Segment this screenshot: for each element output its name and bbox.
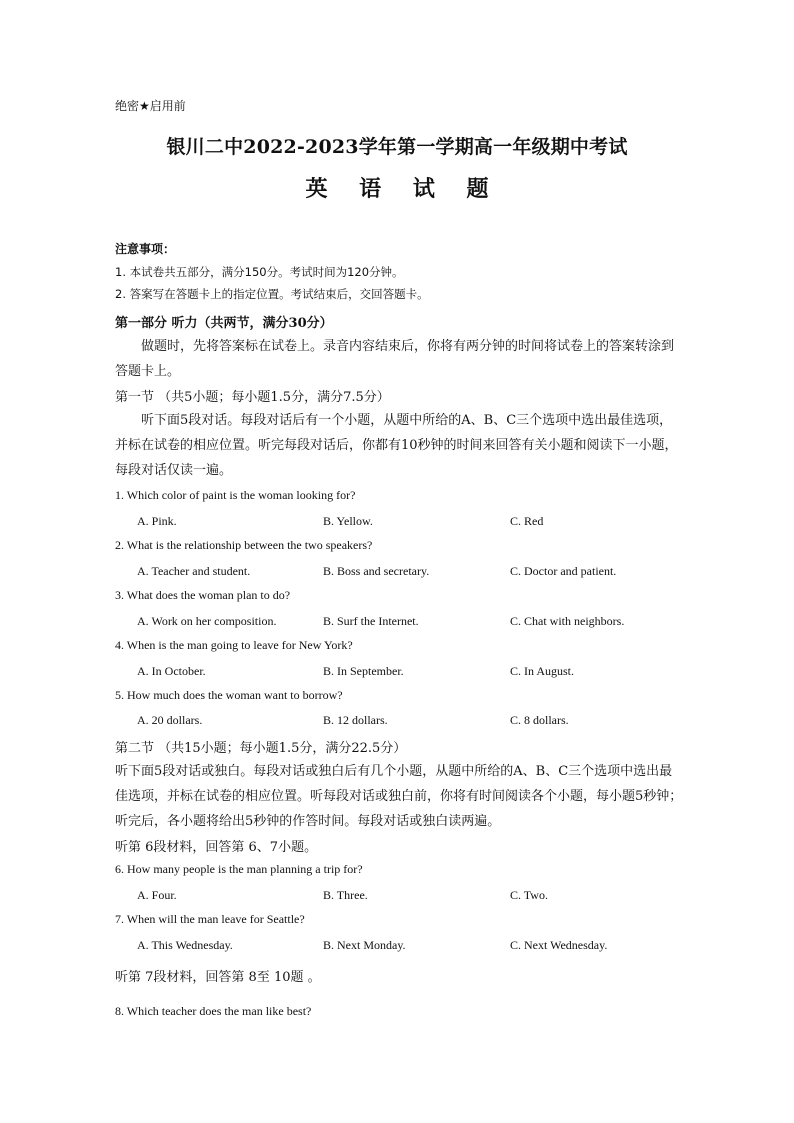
option-b: B. 12 dollars.: [323, 713, 388, 727]
notice-heading: 注意事项：: [115, 242, 176, 256]
option-b: B. Surf the Internet.: [323, 614, 419, 628]
option-b: B. In September.: [323, 664, 404, 678]
part1-intro: 做题时，先将答案标在试卷上。录音内容结束后，你将有两分钟的时间将试卷上的答案转涂到答题卡上。: [115, 339, 675, 379]
section2-heading: 第二节 （共15小题；每小题1.5分，满分22.5分）: [115, 741, 407, 756]
question-text: 5. How much does the woman want to borrow?: [115, 688, 343, 702]
option-a: A. Work on her composition.: [137, 614, 277, 628]
option-a: A. Pink.: [137, 514, 177, 528]
question-text: 1. Which color of paint is the woman looking for?: [115, 488, 356, 502]
question-text: 2. What is the relationship between the two speakers?: [115, 538, 373, 552]
section1-instructions: 听下面5段对话。每段对话后有一个小题，从题中所给的A、B、C三个选项中选出最佳选项，并标在试卷的相应位置。听完每段对话后，你都有10秒钟的时间来回答有关小题和阅读下一小题，每段对话仅读一遍。: [115, 413, 678, 478]
option-a: A. Four.: [137, 888, 177, 902]
question-text: 6. How many people is the man planning a trip for?: [115, 862, 363, 876]
option-a: A. This Wednesday.: [137, 938, 233, 952]
exam-title: 银川二中2022-2023学年第一学期高一年级期中考试: [166, 136, 628, 158]
option-c: C. Chat with neighbors.: [510, 614, 625, 628]
group-instruction: 听第 7段材料，回答第 8至 10题 。: [115, 970, 321, 985]
option-a: A. 20 dollars.: [137, 713, 203, 727]
question-text: 4. When is the man going to leave for New York?: [115, 638, 353, 652]
option-b: B. Boss and secretary.: [323, 564, 430, 578]
section1-heading: 第一节 （共5小题；每小题1.5分，满分7.5分）: [115, 390, 390, 405]
exam-subject: 英 语 试 题: [305, 176, 501, 202]
option-c: C. Doctor and patient.: [510, 564, 617, 578]
option-c: C. Two.: [510, 888, 548, 902]
option-c: C. 8 dollars.: [510, 713, 569, 727]
option-b: B. Yellow.: [323, 514, 373, 528]
question-text: 7. When will the man leave for Seattle?: [115, 912, 305, 926]
option-a: A. Teacher and student.: [137, 564, 251, 578]
group-instruction: 听第 6段材料，回答第 6、7小题。: [115, 840, 318, 855]
section2-instructions: 听下面5段对话或独白。每段对话或独白后有几个小题，从题中所给的A、B、C三个选项中选出最佳选项，并标在试卷的相应位置。听每段对话或独白前，你将有时间阅读各个小题，每小题5秒钟；听完后，各小题将给出5秒钟的作答时间。每段对话或独白读两遍。: [115, 764, 683, 829]
option-a: A. In October.: [137, 664, 206, 678]
option-b: B. Three.: [323, 888, 368, 902]
option-b: B. Next Monday.: [323, 938, 406, 952]
question-text: 3. What does the woman plan to do?: [115, 588, 291, 602]
confidential-label: 绝密★启用前: [115, 99, 186, 113]
part1-heading: 第一部分 听力（共两节，满分30分）: [115, 316, 333, 331]
option-c: C. Next Wednesday.: [510, 938, 608, 952]
question-text: 8. Which teacher does the man like best?: [115, 1004, 312, 1018]
notice-item: 1. 本试卷共五部分，满分150分。考试时间为120分钟。: [115, 265, 404, 279]
option-c: C. Red: [510, 514, 544, 528]
notice-item: 2. 答案写在答题卡上的指定位置。考试结束后，交回答题卡。: [115, 287, 429, 301]
option-c: C. In August.: [510, 664, 575, 678]
